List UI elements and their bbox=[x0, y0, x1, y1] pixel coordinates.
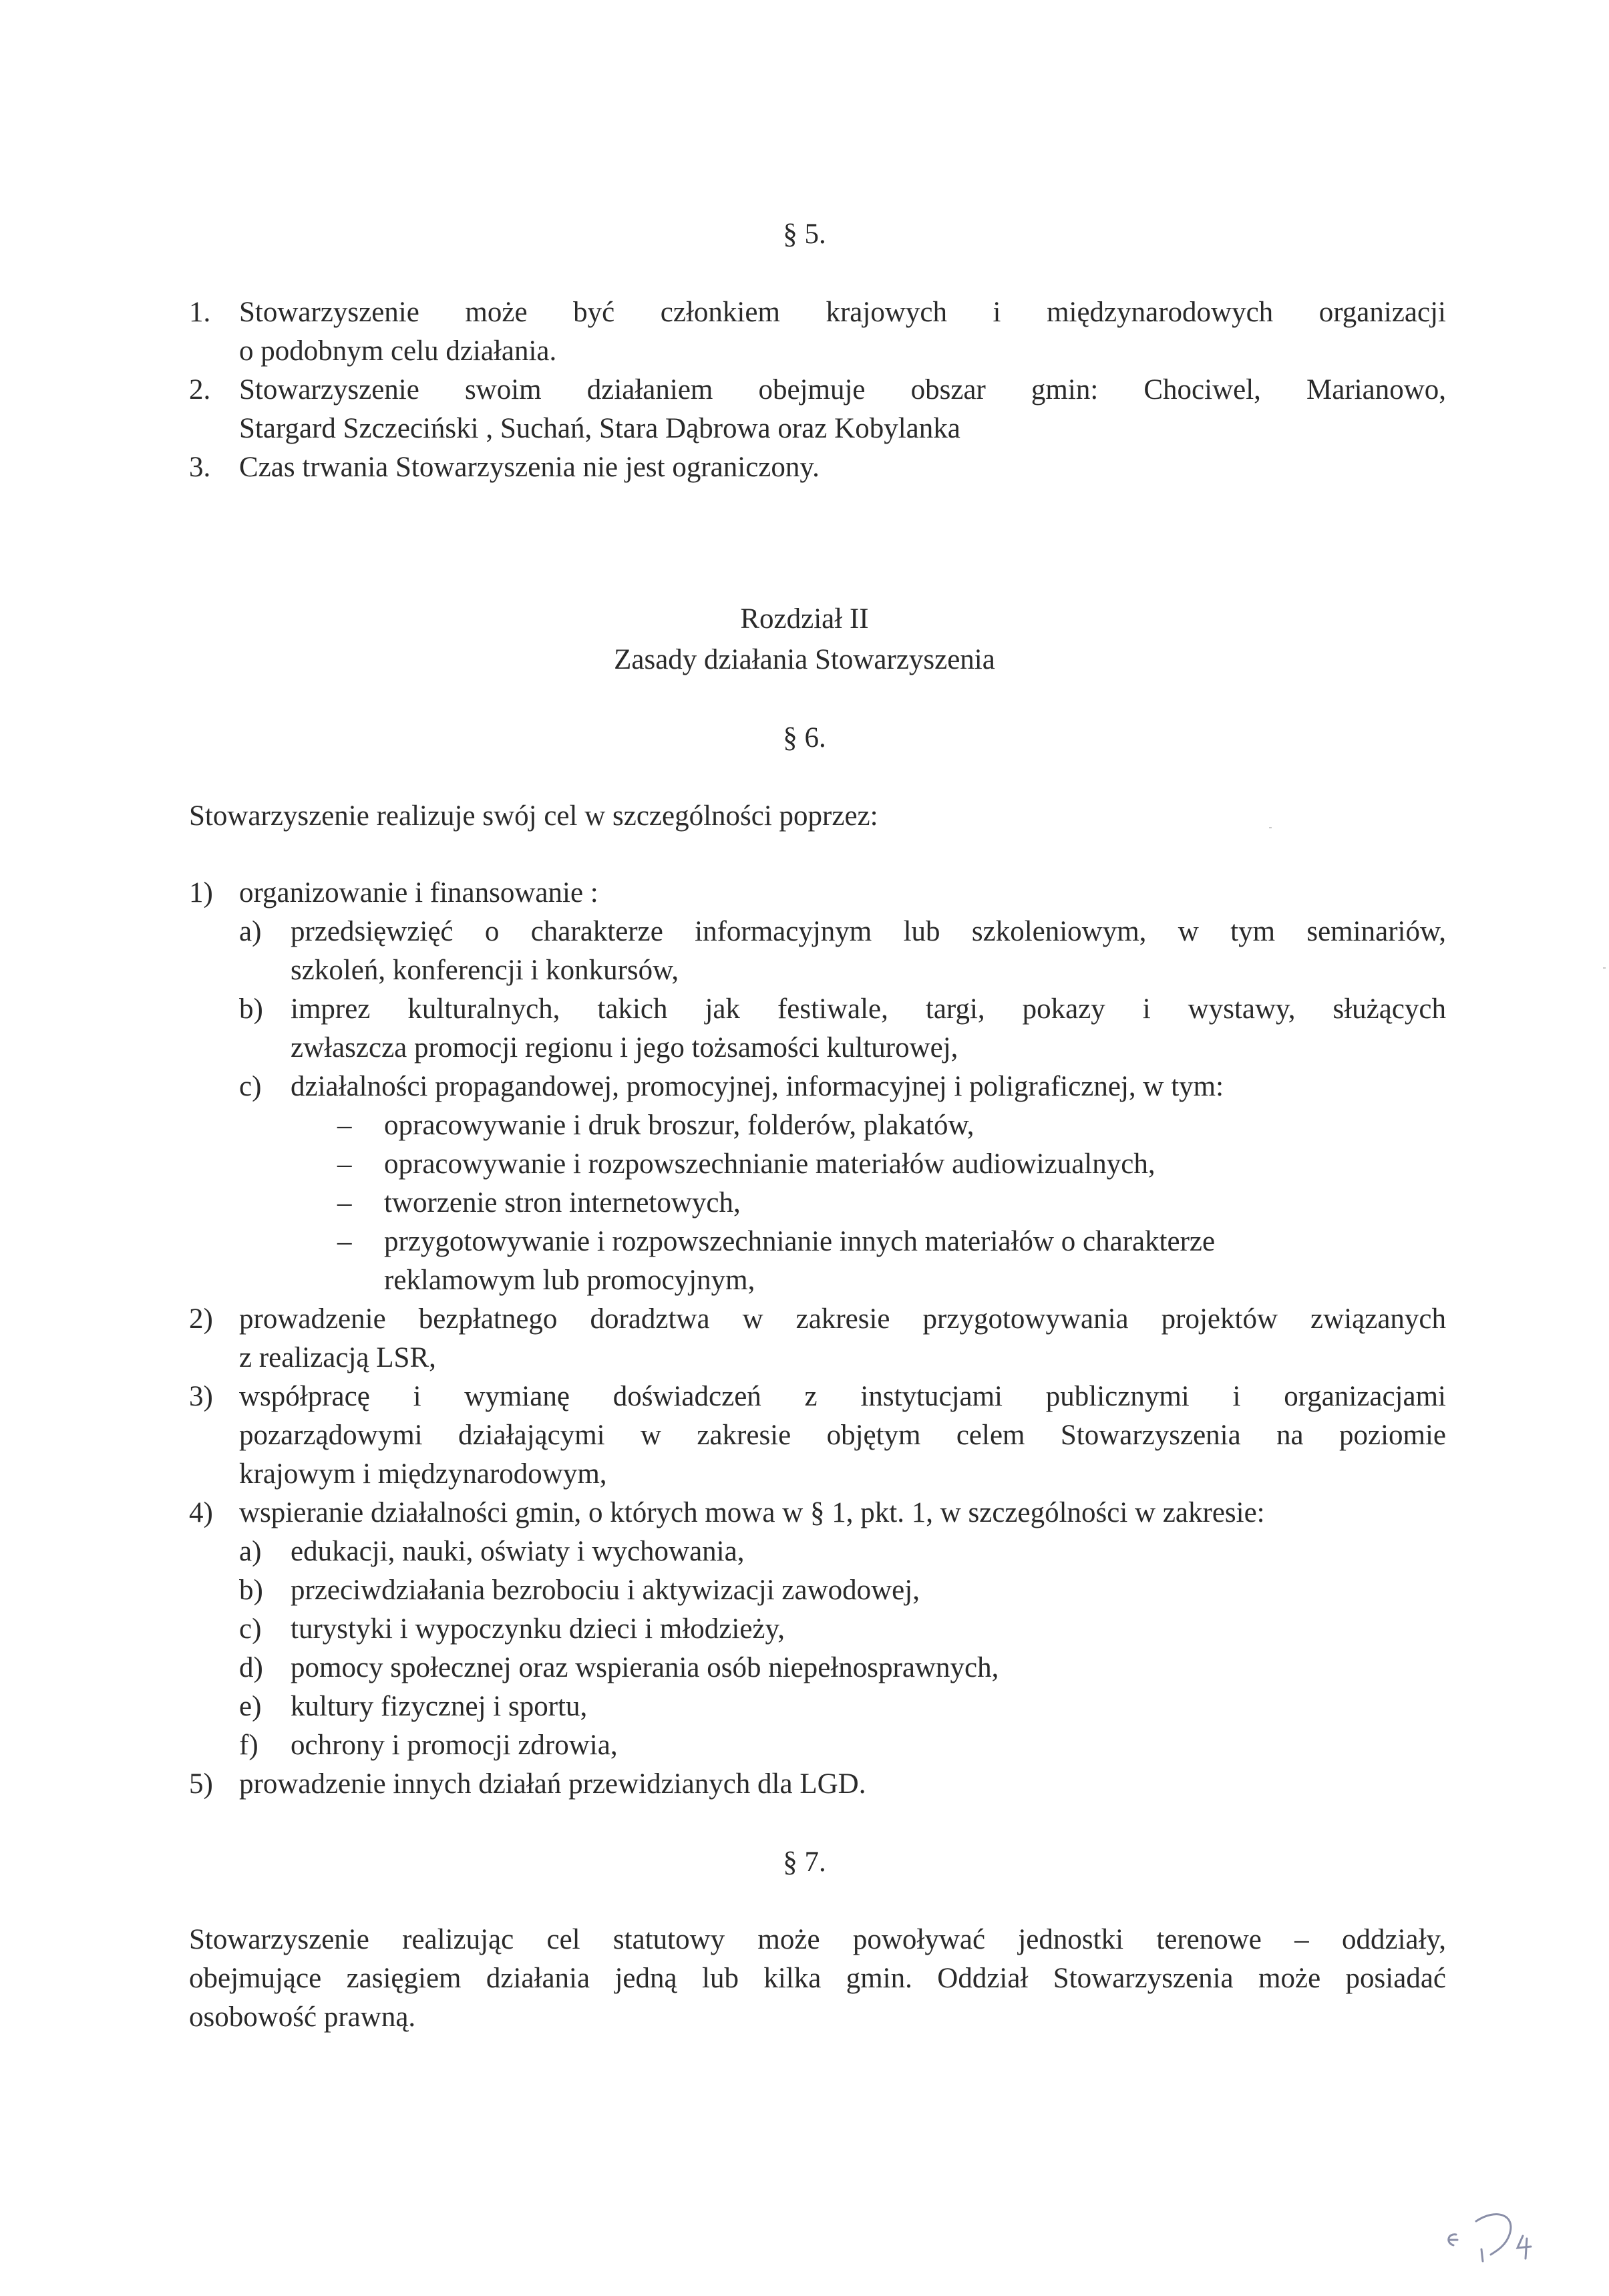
s6-point-4-number: 4) bbox=[189, 1497, 213, 1528]
s6-dash-1-line-1: opracowywanie i druk broszur, folderów, plakatów, bbox=[384, 1110, 974, 1141]
s5-item-1-line-1: Stowarzyszenie może być członkiem krajowych i międzynarodowych organizacji bbox=[239, 297, 1446, 328]
s7-line-3: osobowość prawną. bbox=[189, 2001, 416, 2033]
s5-item-1-number: 1. bbox=[189, 297, 211, 328]
s6-dash-4-line-2: reklamowym lub promocyjnym, bbox=[384, 1265, 755, 1296]
s5-item-2-number: 2. bbox=[189, 374, 211, 405]
s6-point-1b-number: b) bbox=[239, 993, 263, 1025]
s6-dash-2-line-1: opracowywanie i rozpowszechnianie materiałów audiowizualnych, bbox=[384, 1148, 1155, 1180]
s6-point-3-line-2: pozarządowymi działającymi w zakresie objętym celem Stowarzyszenia na poziomie bbox=[239, 1420, 1446, 1451]
s6-point-4e-number: e) bbox=[239, 1691, 262, 1722]
bullet-dash: – bbox=[337, 1110, 352, 1141]
s5-item-2-line-2: Stargard Szczeciński , Suchań, Stara Dąbrowa oraz Kobylanka bbox=[239, 413, 960, 444]
section-6-heading: § 6. bbox=[783, 722, 826, 754]
s6-point-1b-line-1: imprez kulturalnych, takich jak festiwale, targi, pokazy i wystawy, służących bbox=[291, 993, 1446, 1025]
s5-item-3-line-1: Czas trwania Stowarzyszenia nie jest ograniczony. bbox=[239, 452, 820, 483]
section-7-heading: § 7. bbox=[783, 1846, 826, 1878]
chapter-subtitle: Zasady działania Stowarzyszenia bbox=[614, 644, 995, 675]
s6-point-5-text: prowadzenie innych działań przewidzianych dla LGD. bbox=[239, 1768, 866, 1800]
bullet-dash: – bbox=[337, 1148, 352, 1180]
s6-point-4d-number: d) bbox=[239, 1652, 263, 1683]
s7-line-1: Stowarzyszenie realizując cel statutowy może powoływać jednostki terenowe – oddziały, bbox=[189, 1924, 1446, 1955]
s6-point-1-number: 1) bbox=[189, 877, 213, 909]
bullet-dash: – bbox=[337, 1226, 352, 1257]
handwritten-initials bbox=[1429, 2194, 1550, 2268]
s6-point-4a-number: a) bbox=[239, 1536, 262, 1567]
s6-point-1a-line-1: przedsięwzięć o charakterze informacyjnym lub szkoleniowym, w tym seminariów, bbox=[291, 916, 1446, 947]
s6-point-2-line-1: prowadzenie bezpłatnego doradztwa w zakresie przygotowywania projektów związanych bbox=[239, 1303, 1446, 1335]
s6-point-4b-text: przeciwdziałania bezrobociu i aktywizacji zawodowej, bbox=[291, 1575, 920, 1606]
s6-point-3-line-1: współpracę i wymianę doświadczeń z instytucjami publicznymi i organizacjami bbox=[239, 1381, 1446, 1412]
s6-point-1b-line-2: zwłaszcza promocji regionu i jego tożsamości kulturowej, bbox=[291, 1032, 958, 1063]
s5-item-1-line-2: o podobnym celu działania. bbox=[239, 335, 557, 367]
s6-dash-3-line-1: tworzenie stron internetowych, bbox=[384, 1187, 741, 1218]
scan-speck bbox=[1603, 967, 1606, 969]
s6-intro: Stowarzyszenie realizuje swój cel w szczególności poprzez: bbox=[189, 800, 878, 832]
s6-point-4a-text: edukacji, nauki, oświaty i wychowania, bbox=[291, 1536, 745, 1567]
chapter-title: Rozdział II bbox=[740, 603, 869, 635]
s6-point-4-text: wspieranie działalności gmin, o których mowa w § 1, pkt. 1, w szczególności w zakresie: bbox=[239, 1497, 1265, 1528]
s6-point-1c-number: c) bbox=[239, 1071, 262, 1102]
s5-item-3-number: 3. bbox=[189, 452, 211, 483]
s6-point-2-number: 2) bbox=[189, 1303, 213, 1335]
s5-item-2-line-1: Stowarzyszenie swoim działaniem obejmuje obszar gmin: Chociwel, Marianowo, bbox=[239, 374, 1446, 405]
s6-point-4f-number: f) bbox=[239, 1730, 258, 1761]
s6-point-1-text: organizowanie i finansowanie : bbox=[239, 877, 598, 909]
bullet-dash: – bbox=[337, 1187, 352, 1218]
s6-point-1a-line-2: szkoleń, konferencji i konkursów, bbox=[291, 955, 679, 986]
s6-point-2-line-2: z realizacją LSR, bbox=[239, 1342, 436, 1373]
s6-dash-4-line-1: przygotowywanie i rozpowszechnianie innych materiałów o charakterze bbox=[384, 1226, 1216, 1257]
s6-point-3-line-3: krajowym i międzynarodowym, bbox=[239, 1458, 607, 1490]
s6-point-4b-number: b) bbox=[239, 1575, 263, 1606]
s6-point-1a-number: a) bbox=[239, 916, 262, 947]
s6-point-5-number: 5) bbox=[189, 1768, 213, 1800]
s6-point-4c-number: c) bbox=[239, 1613, 262, 1645]
s6-point-3-number: 3) bbox=[189, 1381, 213, 1412]
s6-point-4f-text: ochrony i promocji zdrowia, bbox=[291, 1730, 618, 1761]
s7-line-2: obejmujące zasięgiem działania jedną lub kilka gmin. Oddział Stowarzyszenia może posiadać bbox=[189, 1963, 1446, 1994]
s6-point-4c-text: turystyki i wypoczynku dzieci i młodzieży, bbox=[291, 1613, 785, 1645]
scan-speck bbox=[1269, 827, 1272, 828]
section-5-heading: § 5. bbox=[783, 218, 826, 250]
s6-point-4e-text: kultury fizycznej i sportu, bbox=[291, 1691, 588, 1722]
s6-point-1c-text: działalności propagandowej, promocyjnej, informacyjnej i poligraficznej, w tym: bbox=[291, 1071, 1224, 1102]
s6-point-4d-text: pomocy społecznej oraz wspierania osób niepełnosprawnych, bbox=[291, 1652, 999, 1683]
